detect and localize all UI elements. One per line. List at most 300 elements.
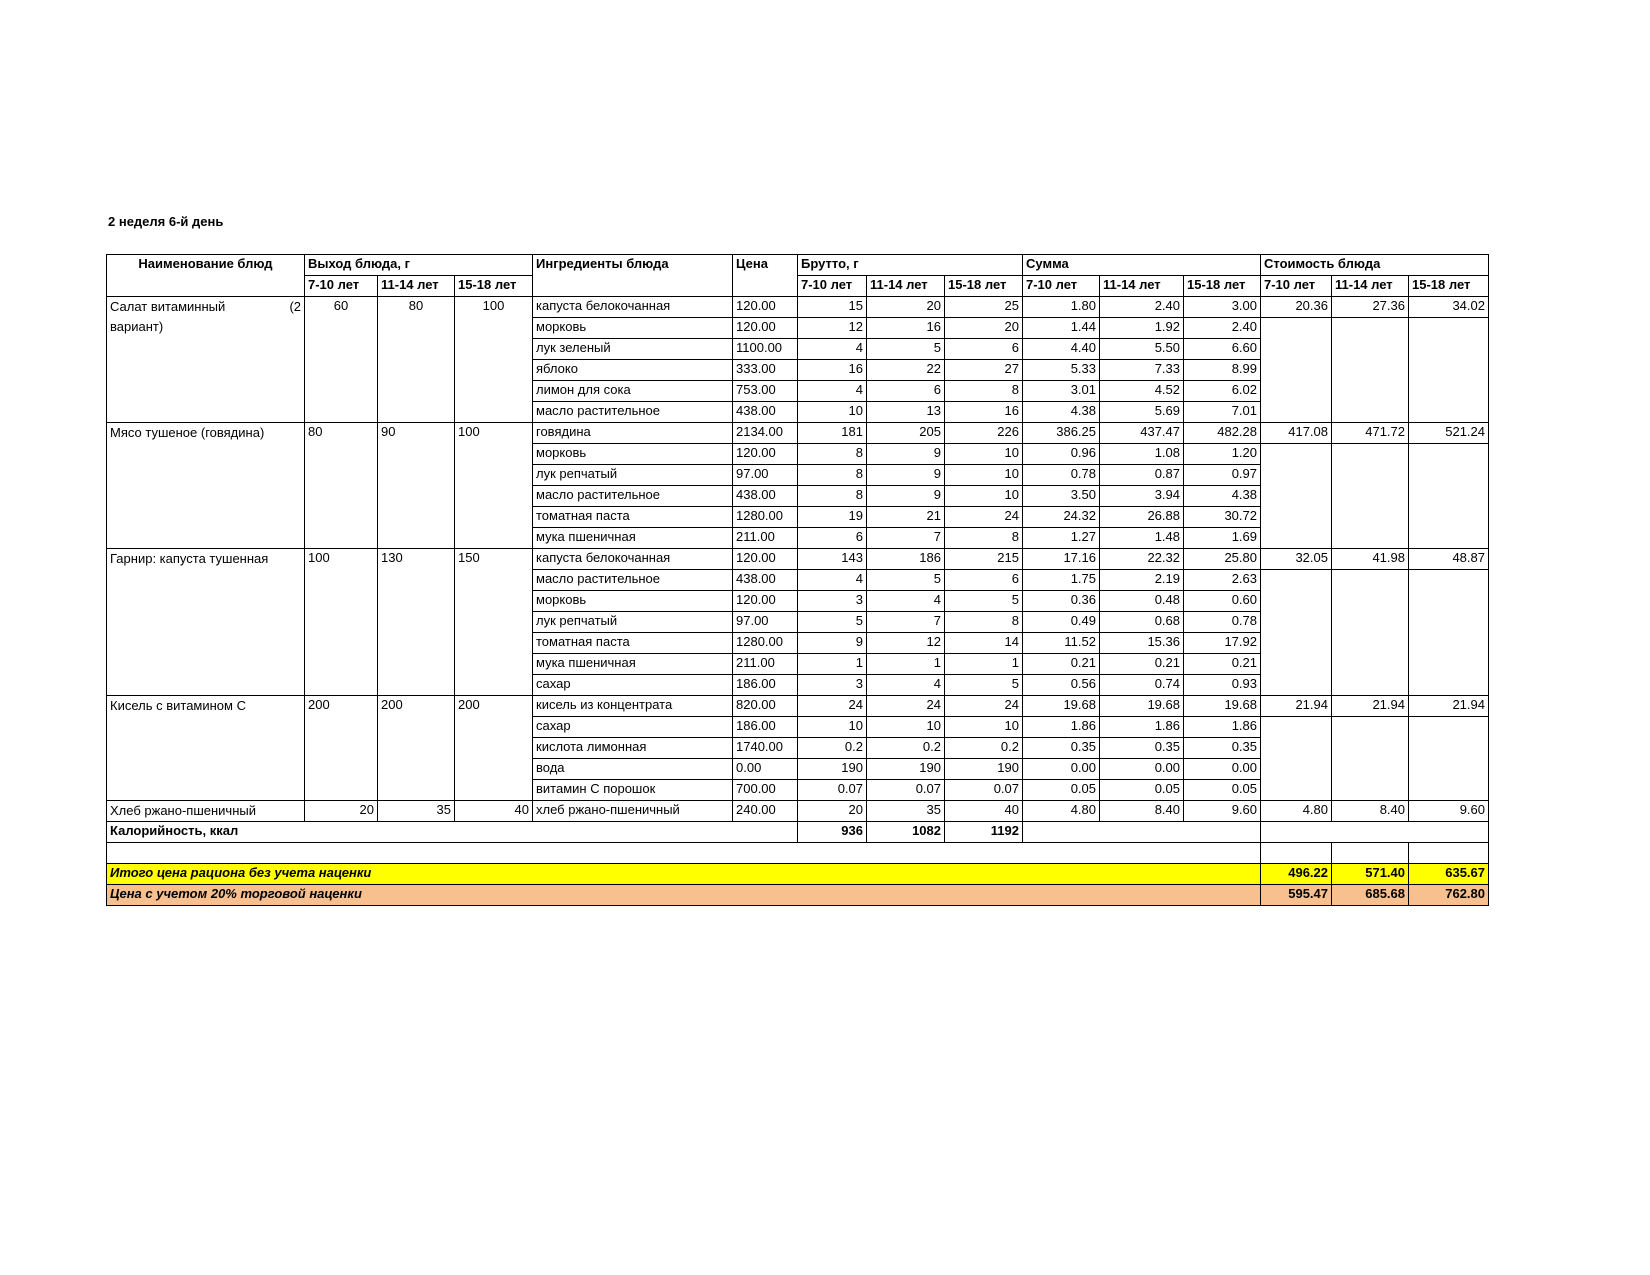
dish-cost: 8.40 <box>1332 801 1409 822</box>
ingredient-sum: 4.80 <box>1023 801 1100 822</box>
table-row <box>107 297 1489 318</box>
empty-cell <box>1332 843 1409 864</box>
ingredient-sum: 0.21 <box>1184 654 1261 675</box>
dish-output: 60 <box>305 297 378 423</box>
header-cost: Стоимость блюда <box>1261 255 1489 276</box>
ingredient-sum: 3.00 <box>1184 297 1261 318</box>
ingredient-sum: 0.49 <box>1023 612 1100 633</box>
ingredient-name: хлеб ржано-пшеничный <box>533 801 733 822</box>
header-sum: Сумма <box>1023 255 1261 276</box>
ingredient-name: витамин С порошок <box>533 780 733 801</box>
total-label: Цена с учетом 20% торговой наценки <box>107 885 1261 906</box>
ingredient-sum: 1.86 <box>1100 717 1184 738</box>
ingredient-brutto: 7 <box>867 612 945 633</box>
ingredient-brutto: 24 <box>798 696 867 717</box>
ingredient-price: 211.00 <box>733 654 798 675</box>
ingredient-brutto: 27 <box>945 360 1023 381</box>
ingredient-price: 186.00 <box>733 675 798 696</box>
ingredient-brutto: 0.07 <box>798 780 867 801</box>
ingredient-sum: 1.44 <box>1023 318 1100 339</box>
ingredient-name: томатная паста <box>533 507 733 528</box>
ingredient-sum: 0.60 <box>1184 591 1261 612</box>
dish-cost: 21.94 <box>1332 696 1409 717</box>
ingredient-price: 211.00 <box>733 528 798 549</box>
ingredient-name: морковь <box>533 318 733 339</box>
ingredient-name: говядина <box>533 423 733 444</box>
header-age: 11-14 лет <box>867 276 945 297</box>
ingredient-brutto: 8 <box>798 444 867 465</box>
ingredient-price: 186.00 <box>733 717 798 738</box>
ingredient-sum: 15.36 <box>1100 633 1184 654</box>
ingredient-sum: 5.69 <box>1100 402 1184 423</box>
ingredient-brutto: 8 <box>945 381 1023 402</box>
dish-cost: 32.05 <box>1261 549 1332 570</box>
ingredient-price: 97.00 <box>733 612 798 633</box>
header-price: Цена <box>733 255 798 297</box>
ingredient-sum: 0.00 <box>1184 759 1261 780</box>
ingredient-price: 2134.00 <box>733 423 798 444</box>
ingredient-sum: 1.48 <box>1100 528 1184 549</box>
ingredient-brutto: 9 <box>798 633 867 654</box>
ingredient-sum: 4.52 <box>1100 381 1184 402</box>
ingredient-sum: 5.50 <box>1100 339 1184 360</box>
dish-output: 200 <box>455 696 533 801</box>
ingredient-brutto: 10 <box>867 717 945 738</box>
ingredient-brutto: 8 <box>945 528 1023 549</box>
header-age: 15-18 лет <box>1409 276 1489 297</box>
dish-name: Мясо тушеное (говядина) <box>107 423 305 549</box>
empty-cost-cell <box>1261 318 1332 423</box>
ingredient-brutto: 13 <box>867 402 945 423</box>
calories-value: 1192 <box>945 822 1023 843</box>
ingredient-sum: 0.05 <box>1184 780 1261 801</box>
ingredient-sum: 19.68 <box>1184 696 1261 717</box>
ingredient-brutto: 190 <box>798 759 867 780</box>
calories-row <box>107 822 1489 843</box>
ingredient-price: 120.00 <box>733 444 798 465</box>
ingredient-sum: 25.80 <box>1184 549 1261 570</box>
header-age: 7-10 лет <box>1023 276 1100 297</box>
dish-name: Хлеб ржано-пшеничный <box>107 801 305 822</box>
ingredient-brutto: 16 <box>798 360 867 381</box>
table-row <box>107 549 1489 570</box>
ingredient-brutto: 0.07 <box>945 780 1023 801</box>
dish-cost: 34.02 <box>1409 297 1489 318</box>
ingredient-sum: 0.56 <box>1023 675 1100 696</box>
ingredient-price: 700.00 <box>733 780 798 801</box>
ingredient-name: лук репчатый <box>533 612 733 633</box>
total-value: 496.22 <box>1261 864 1332 885</box>
dish-output: 80 <box>305 423 378 549</box>
empty-cost-cell <box>1409 318 1489 423</box>
ingredient-sum: 0.00 <box>1100 759 1184 780</box>
header-age: 7-10 лет <box>305 276 378 297</box>
ingredient-price: 97.00 <box>733 465 798 486</box>
ingredient-brutto: 6 <box>945 339 1023 360</box>
ingredient-sum: 0.05 <box>1100 780 1184 801</box>
ingredient-name: масло растительное <box>533 402 733 423</box>
ingredient-sum: 0.97 <box>1184 465 1261 486</box>
ingredient-sum: 2.40 <box>1184 318 1261 339</box>
ingredient-sum: 0.35 <box>1100 738 1184 759</box>
empty-cost-cell <box>1332 444 1409 549</box>
ingredient-price: 1100.00 <box>733 339 798 360</box>
ingredient-brutto: 9 <box>867 444 945 465</box>
ingredient-brutto: 7 <box>867 528 945 549</box>
ingredient-sum: 4.40 <box>1023 339 1100 360</box>
ingredient-sum: 1.86 <box>1023 717 1100 738</box>
total-row <box>107 885 1489 906</box>
ingredient-sum: 5.33 <box>1023 360 1100 381</box>
dish-output: 35 <box>378 801 455 822</box>
ingredient-price: 820.00 <box>733 696 798 717</box>
ingredient-brutto: 226 <box>945 423 1023 444</box>
ingredient-sum: 0.78 <box>1184 612 1261 633</box>
ingredient-sum: 3.01 <box>1023 381 1100 402</box>
header-dish: Наименование блюд <box>107 255 305 297</box>
header-age: 11-14 лет <box>1332 276 1409 297</box>
ingredient-sum: 6.60 <box>1184 339 1261 360</box>
ingredient-name: томатная паста <box>533 633 733 654</box>
ingredient-brutto: 5 <box>798 612 867 633</box>
dish-cost: 48.87 <box>1409 549 1489 570</box>
ingredient-sum: 30.72 <box>1184 507 1261 528</box>
ingredient-name: кислота лимонная <box>533 738 733 759</box>
ingredient-sum: 482.28 <box>1184 423 1261 444</box>
dish-name: Кисель с витамином С <box>107 696 305 801</box>
calories-value: 1082 <box>867 822 945 843</box>
ingredient-sum: 1.69 <box>1184 528 1261 549</box>
ingredient-brutto: 19 <box>798 507 867 528</box>
dish-output: 40 <box>455 801 533 822</box>
ingredient-brutto: 6 <box>867 381 945 402</box>
ingredient-name: мука пшеничная <box>533 654 733 675</box>
dish-cost: 471.72 <box>1332 423 1409 444</box>
ingredient-price: 438.00 <box>733 402 798 423</box>
ingredient-brutto: 9 <box>867 486 945 507</box>
ingredient-sum: 0.00 <box>1023 759 1100 780</box>
ingredient-sum: 0.21 <box>1100 654 1184 675</box>
ingredient-brutto: 20 <box>867 297 945 318</box>
dish-cost: 521.24 <box>1409 423 1489 444</box>
ingredient-price: 120.00 <box>733 591 798 612</box>
ingredient-brutto: 0.2 <box>867 738 945 759</box>
ingredient-sum: 0.68 <box>1100 612 1184 633</box>
empty-cell <box>1409 843 1489 864</box>
ingredient-brutto: 10 <box>945 444 1023 465</box>
ingredient-brutto: 1 <box>867 654 945 675</box>
blank-row <box>107 843 1489 864</box>
dish-output: 100 <box>305 549 378 696</box>
empty-cell <box>1261 822 1489 843</box>
ingredient-brutto: 35 <box>867 801 945 822</box>
ingredient-sum: 0.87 <box>1100 465 1184 486</box>
ingredient-brutto: 4 <box>867 675 945 696</box>
ingredient-sum: 0.35 <box>1023 738 1100 759</box>
ingredient-price: 0.00 <box>733 759 798 780</box>
header-output: Выход блюда, г <box>305 255 533 276</box>
dish-output: 200 <box>378 696 455 801</box>
ingredient-sum: 19.68 <box>1023 696 1100 717</box>
table-row <box>107 696 1489 717</box>
ingredient-sum: 17.16 <box>1023 549 1100 570</box>
dish-cost: 4.80 <box>1261 801 1332 822</box>
ingredient-brutto: 143 <box>798 549 867 570</box>
ingredient-brutto: 0.2 <box>798 738 867 759</box>
ingredient-brutto: 24 <box>945 507 1023 528</box>
dish-cost: 20.36 <box>1261 297 1332 318</box>
menu-body <box>107 297 1489 906</box>
dish-name-text: Салат витаминный <box>110 299 226 314</box>
ingredient-sum: 0.36 <box>1023 591 1100 612</box>
ingredient-brutto: 10 <box>945 717 1023 738</box>
header-brutto: Брутто, г <box>798 255 1023 276</box>
dish-output: 80 <box>378 297 455 423</box>
ingredient-brutto: 12 <box>867 633 945 654</box>
ingredient-sum: 2.63 <box>1184 570 1261 591</box>
ingredient-sum: 1.80 <box>1023 297 1100 318</box>
total-value: 635.67 <box>1409 864 1489 885</box>
ingredient-sum: 4.38 <box>1023 402 1100 423</box>
empty-cell <box>1261 843 1332 864</box>
ingredient-sum: 437.47 <box>1100 423 1184 444</box>
header-ingredients: Ингредиенты блюда <box>533 255 733 297</box>
ingredient-brutto: 186 <box>867 549 945 570</box>
ingredient-sum: 7.33 <box>1100 360 1184 381</box>
ingredient-brutto: 215 <box>945 549 1023 570</box>
ingredient-sum: 3.94 <box>1100 486 1184 507</box>
dish-cost: 21.94 <box>1261 696 1332 717</box>
ingredient-brutto: 3 <box>798 591 867 612</box>
ingredient-name: морковь <box>533 444 733 465</box>
empty-cost-cell <box>1332 570 1409 696</box>
empty-cost-cell <box>1409 570 1489 696</box>
ingredient-brutto: 24 <box>945 696 1023 717</box>
empty-cost-cell <box>1261 570 1332 696</box>
ingredient-sum: 6.02 <box>1184 381 1261 402</box>
ingredient-brutto: 25 <box>945 297 1023 318</box>
calories-label: Калорийность, ккал <box>107 822 798 843</box>
ingredient-price: 438.00 <box>733 486 798 507</box>
empty-cost-cell <box>1332 717 1409 801</box>
ingredient-brutto: 0.2 <box>945 738 1023 759</box>
empty-cost-cell <box>1261 444 1332 549</box>
ingredient-brutto: 40 <box>945 801 1023 822</box>
ingredient-sum: 0.35 <box>1184 738 1261 759</box>
ingredient-sum: 1.75 <box>1023 570 1100 591</box>
ingredient-brutto: 20 <box>798 801 867 822</box>
header-age: 15-18 лет <box>1184 276 1261 297</box>
ingredient-brutto: 5 <box>945 591 1023 612</box>
ingredient-sum: 8.99 <box>1184 360 1261 381</box>
dish-output: 100 <box>455 423 533 549</box>
ingredient-price: 120.00 <box>733 297 798 318</box>
ingredient-brutto: 5 <box>945 675 1023 696</box>
dish-cost: 9.60 <box>1409 801 1489 822</box>
ingredient-brutto: 12 <box>798 318 867 339</box>
ingredient-price: 753.00 <box>733 381 798 402</box>
header-age: 15-18 лет <box>945 276 1023 297</box>
menu-table <box>106 254 1489 906</box>
ingredient-price: 1280.00 <box>733 507 798 528</box>
ingredient-name: лимон для сока <box>533 381 733 402</box>
ingredient-brutto: 0.07 <box>867 780 945 801</box>
ingredient-price: 120.00 <box>733 549 798 570</box>
ingredient-sum: 17.92 <box>1184 633 1261 654</box>
ingredient-brutto: 4 <box>867 591 945 612</box>
dish-name: Гарнир: капуста тушенная <box>107 549 305 696</box>
dish-output: 130 <box>378 549 455 696</box>
ingredient-sum: 2.19 <box>1100 570 1184 591</box>
ingredient-brutto: 20 <box>945 318 1023 339</box>
ingredient-name: лук репчатый <box>533 465 733 486</box>
ingredient-name: вода <box>533 759 733 780</box>
ingredient-price: 333.00 <box>733 360 798 381</box>
ingredient-sum: 0.48 <box>1100 591 1184 612</box>
dish-output: 20 <box>305 801 378 822</box>
total-value: 762.80 <box>1409 885 1489 906</box>
ingredient-brutto: 24 <box>867 696 945 717</box>
header-row-2 <box>107 276 1489 297</box>
ingredient-brutto: 10 <box>798 402 867 423</box>
calories-value: 936 <box>798 822 867 843</box>
ingredient-brutto: 205 <box>867 423 945 444</box>
ingredient-name: яблоко <box>533 360 733 381</box>
ingredient-sum: 1.86 <box>1184 717 1261 738</box>
ingredient-brutto: 8 <box>798 486 867 507</box>
ingredient-name: лук зеленый <box>533 339 733 360</box>
ingredient-sum: 0.93 <box>1184 675 1261 696</box>
ingredient-brutto: 4 <box>798 381 867 402</box>
ingredient-sum: 1.20 <box>1184 444 1261 465</box>
dish-output: 90 <box>378 423 455 549</box>
ingredient-brutto: 4 <box>798 570 867 591</box>
dish-name <box>107 297 305 423</box>
empty-cell <box>1023 822 1261 843</box>
ingredient-sum: 3.50 <box>1023 486 1100 507</box>
page-title: 2 неделя 6-й день <box>108 214 224 229</box>
empty-cost-cell <box>1261 717 1332 801</box>
ingredient-brutto: 16 <box>867 318 945 339</box>
ingredient-price: 1740.00 <box>733 738 798 759</box>
ingredient-brutto: 15 <box>798 297 867 318</box>
header-age: 11-14 лет <box>378 276 455 297</box>
ingredient-price: 240.00 <box>733 801 798 822</box>
ingredient-sum: 24.32 <box>1023 507 1100 528</box>
ingredient-sum: 4.38 <box>1184 486 1261 507</box>
ingredient-name: капуста белокочанная <box>533 297 733 318</box>
ingredient-brutto: 9 <box>867 465 945 486</box>
dish-cost: 417.08 <box>1261 423 1332 444</box>
ingredient-brutto: 6 <box>945 570 1023 591</box>
dish-cost: 41.98 <box>1332 549 1409 570</box>
ingredient-brutto: 1 <box>798 654 867 675</box>
ingredient-brutto: 4 <box>798 339 867 360</box>
ingredient-brutto: 1 <box>945 654 1023 675</box>
ingredient-brutto: 16 <box>945 402 1023 423</box>
ingredient-brutto: 21 <box>867 507 945 528</box>
ingredient-name: кисель из концентрата <box>533 696 733 717</box>
ingredient-price: 1280.00 <box>733 633 798 654</box>
ingredient-name: капуста белокочанная <box>533 549 733 570</box>
ingredient-sum: 0.74 <box>1100 675 1184 696</box>
empty-cost-cell <box>1409 444 1489 549</box>
ingredient-brutto: 14 <box>945 633 1023 654</box>
table-row <box>107 423 1489 444</box>
ingredient-name: масло растительное <box>533 570 733 591</box>
ingredient-price: 438.00 <box>733 570 798 591</box>
ingredient-name: масло растительное <box>533 486 733 507</box>
dish-output: 100 <box>455 297 533 423</box>
ingredient-price: 120.00 <box>733 318 798 339</box>
ingredient-brutto: 5 <box>867 339 945 360</box>
ingredient-sum: 7.01 <box>1184 402 1261 423</box>
total-value: 595.47 <box>1261 885 1332 906</box>
ingredient-brutto: 22 <box>867 360 945 381</box>
ingredient-brutto: 6 <box>798 528 867 549</box>
ingredient-brutto: 10 <box>945 486 1023 507</box>
ingredient-sum: 1.08 <box>1100 444 1184 465</box>
header-age: 7-10 лет <box>1261 276 1332 297</box>
ingredient-sum: 1.27 <box>1023 528 1100 549</box>
total-value: 685.68 <box>1332 885 1409 906</box>
empty-cost-cell <box>1409 717 1489 801</box>
ingredient-sum: 1.92 <box>1100 318 1184 339</box>
ingredient-brutto: 8 <box>945 612 1023 633</box>
dish-cost: 27.36 <box>1332 297 1409 318</box>
ingredient-sum: 8.40 <box>1100 801 1184 822</box>
ingredient-name: мука пшеничная <box>533 528 733 549</box>
table-row <box>107 801 1489 822</box>
empty-cell <box>107 843 1261 864</box>
header-age: 7-10 лет <box>798 276 867 297</box>
ingredient-name: морковь <box>533 591 733 612</box>
empty-cost-cell <box>1332 318 1409 423</box>
ingredient-brutto: 3 <box>798 675 867 696</box>
dish-name-suffix: (2 <box>289 299 301 314</box>
ingredient-brutto: 190 <box>867 759 945 780</box>
ingredient-sum: 26.88 <box>1100 507 1184 528</box>
total-label: Итого цена рациона без учета наценки <box>107 864 1261 885</box>
ingredient-name: сахар <box>533 717 733 738</box>
dish-output: 200 <box>305 696 378 801</box>
dish-output: 150 <box>455 549 533 696</box>
ingredient-sum: 9.60 <box>1184 801 1261 822</box>
ingredient-brutto: 10 <box>945 465 1023 486</box>
ingredient-sum: 0.96 <box>1023 444 1100 465</box>
ingredient-sum: 386.25 <box>1023 423 1100 444</box>
ingredient-sum: 11.52 <box>1023 633 1100 654</box>
ingredient-sum: 19.68 <box>1100 696 1184 717</box>
ingredient-brutto: 181 <box>798 423 867 444</box>
dish-name-line2: вариант) <box>110 319 164 334</box>
ingredient-brutto: 5 <box>867 570 945 591</box>
ingredient-brutto: 190 <box>945 759 1023 780</box>
ingredient-sum: 0.21 <box>1023 654 1100 675</box>
total-row <box>107 864 1489 885</box>
ingredient-sum: 22.32 <box>1100 549 1184 570</box>
header-row-1 <box>107 255 1489 276</box>
header-age: 11-14 лет <box>1100 276 1184 297</box>
total-value: 571.40 <box>1332 864 1409 885</box>
ingredient-brutto: 10 <box>798 717 867 738</box>
ingredient-sum: 2.40 <box>1100 297 1184 318</box>
dish-cost: 21.94 <box>1409 696 1489 717</box>
header-age: 15-18 лет <box>455 276 533 297</box>
ingredient-brutto: 8 <box>798 465 867 486</box>
ingredient-name: сахар <box>533 675 733 696</box>
ingredient-sum: 0.78 <box>1023 465 1100 486</box>
